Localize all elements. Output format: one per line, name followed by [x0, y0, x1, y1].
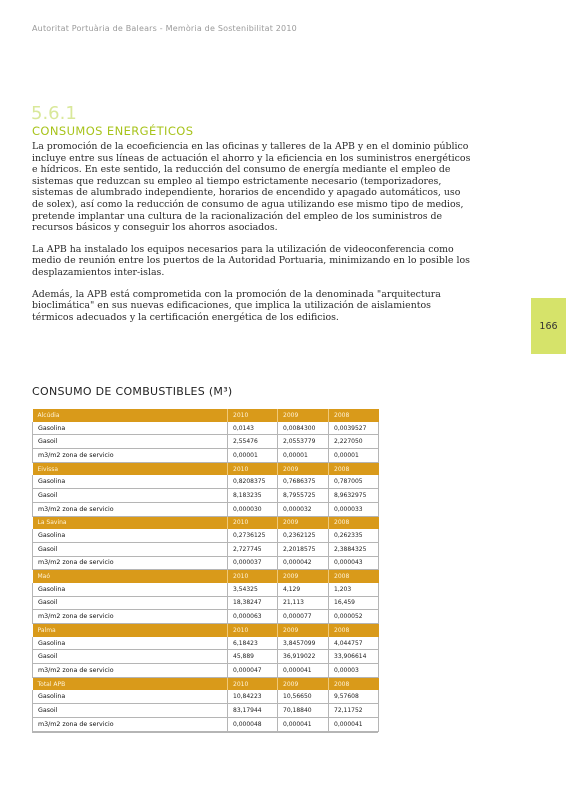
table-cell: 8,183235 [228, 489, 278, 503]
table-cell: 70,18840 [278, 704, 329, 718]
year-header: 2010 [228, 570, 278, 583]
table-cell: 0,000041 [278, 717, 329, 731]
row-label: Gasolina [33, 637, 228, 650]
table-cell: 2,727745 [228, 542, 278, 556]
table-row [33, 717, 379, 731]
table-row [33, 449, 379, 463]
page-number: 166 [539, 320, 558, 332]
table-group-header [33, 570, 379, 583]
table-cell: 0,00001 [329, 449, 379, 463]
table-group-header [33, 624, 379, 637]
row-label: m3/m2 zona de servicio [33, 610, 228, 624]
table-cell: 0,000048 [228, 717, 278, 731]
row-label: m3/m2 zona de servicio [33, 449, 228, 463]
year-header: 2009 [278, 516, 329, 529]
table-cell: 0,000052 [329, 610, 379, 624]
table-group-header [33, 462, 379, 475]
table-row [33, 422, 379, 435]
table-cell: 2,2018575 [278, 542, 329, 556]
section-title: CONSUMOS ENERGÉTICOS [32, 124, 194, 138]
group-name: Eivissa [33, 462, 228, 475]
row-label: m3/m2 zona de servicio [33, 502, 228, 516]
table-cell: 45,889 [228, 650, 278, 664]
year-header: 2008 [329, 409, 379, 422]
table-group-header [33, 516, 379, 529]
row-label: Gasolina [33, 422, 228, 435]
table-cell: 0,8208375 [228, 475, 278, 488]
group-name: Maó [33, 570, 228, 583]
table-cell: 0,00001 [278, 449, 329, 463]
table-row [33, 610, 379, 624]
table-cell: 0,787005 [329, 475, 379, 488]
row-label: m3/m2 zona de servicio [33, 664, 228, 678]
year-header: 2008 [329, 462, 379, 475]
year-header: 2010 [228, 677, 278, 690]
table-row [33, 556, 379, 570]
table-row [33, 529, 379, 542]
row-label: Gasoil [33, 596, 228, 610]
year-header: 2008 [329, 677, 379, 690]
running-header: Autoritat Portuària de Balears - Memòria de Sostenibilitat 2010 [32, 24, 297, 33]
group-name: La Savina [33, 516, 228, 529]
table-cell: 33,906614 [329, 650, 379, 664]
table-cell: 8,9632975 [329, 489, 379, 503]
table-cell: 72,11752 [329, 704, 379, 718]
year-header: 2009 [278, 570, 329, 583]
year-header: 2008 [329, 570, 379, 583]
table-cell: 4,129 [278, 583, 329, 596]
table-cell: 1,203 [329, 583, 379, 596]
table-group-header [33, 409, 379, 422]
table-cell: 2,227050 [329, 435, 379, 449]
paragraph-1: La promoción de la ecoeficiencia en las oficinas y talleres de la APB y en el dominio público incluye entre sus líneas de actuación el ahorro y la eficiencia en los suministros energéticos e hídricos. En este sentido, la reducción del consumo de energía mediante el empleo de sistemas que reduzcan su empleo al tiempo estrictamente necesario (temporizadores, sistemas de alumbrado independiente, horarios de encendido y apagado automáticos, uso de solex), así como la reducción de consumo de agua utilizando ese mismo tipo de medios, pretende implantar una cultura de la racionalización del empleo de los suministros de recursos básicos y conseguir los ahorros asociados. [32, 141, 471, 234]
year-header: 2010 [228, 409, 278, 422]
table-cell: 0,000033 [329, 502, 379, 516]
table-row [33, 664, 379, 678]
table-cell: 3,54325 [228, 583, 278, 596]
row-label: m3/m2 zona de servicio [33, 717, 228, 731]
table-cell: 0,00001 [228, 449, 278, 463]
row-label: Gasolina [33, 475, 228, 488]
paragraph-3: Además, la APB está comprometida con la promoción de la denominada "arquitectura bioclimática" en sus nuevas edificaciones, que implica la utilización de aislamientos térmicos adecuados y la certificación energética de los edificios. [32, 288, 441, 323]
table-cell: 0,2362125 [278, 529, 329, 542]
row-label: Gasoil [33, 650, 228, 664]
table-row [33, 690, 379, 703]
group-name: Palma [33, 624, 228, 637]
table-cell: 16,459 [329, 596, 379, 610]
row-label: m3/m2 zona de servicio [33, 556, 228, 570]
row-label: Gasoil [33, 704, 228, 718]
table-cell: 36,919022 [278, 650, 329, 664]
table-cell: 0,000030 [228, 502, 278, 516]
page-number-tab [531, 298, 566, 354]
year-header: 2008 [329, 624, 379, 637]
table-row [33, 502, 379, 516]
paragraph-2: La APB ha instalado los equipos necesarios para la utilización de videoconferencia como medio de reunión entre los puertos de la Autoridad Portuaria, minimizando en lo posible los desplazamientos inter-islas. [32, 243, 470, 278]
table-row [33, 489, 379, 503]
table-cell: 0,0084300 [278, 422, 329, 435]
year-header: 2009 [278, 409, 329, 422]
row-label: Gasolina [33, 529, 228, 542]
table-cell: 0,0143 [228, 422, 278, 435]
table-cell: 4,044757 [329, 637, 379, 650]
table-cell: 83,17944 [228, 704, 278, 718]
fuel-consumption-table [32, 409, 378, 733]
table-row [33, 542, 379, 556]
row-label: Gasoil [33, 542, 228, 556]
table-row [33, 650, 379, 664]
year-header: 2008 [329, 516, 379, 529]
table-row [33, 637, 379, 650]
body-text [32, 141, 472, 333]
table-cell: 21,113 [278, 596, 329, 610]
group-name: Total APB [33, 677, 228, 690]
table-bottom-rule [32, 732, 378, 733]
table-cell: 0,00003 [329, 664, 379, 678]
year-header: 2009 [278, 462, 329, 475]
table-cell: 18,38247 [228, 596, 278, 610]
table-cell: 0,262335 [329, 529, 379, 542]
table-cell: 0,000077 [278, 610, 329, 624]
fuel-table [32, 409, 379, 732]
year-header: 2009 [278, 624, 329, 637]
table-row [33, 435, 379, 449]
table-cell: 0,000042 [278, 556, 329, 570]
row-label: Gasolina [33, 690, 228, 703]
table-cell: 2,0553779 [278, 435, 329, 449]
row-label: Gasolina [33, 583, 228, 596]
table-cell: 2,55476 [228, 435, 278, 449]
table-cell: 8,7955725 [278, 489, 329, 503]
table-cell: 0,000043 [329, 556, 379, 570]
table-body [33, 409, 379, 731]
table-row [33, 596, 379, 610]
table-cell: 0,0039527 [329, 422, 379, 435]
table-row [33, 583, 379, 596]
table-row [33, 475, 379, 488]
table-row [33, 704, 379, 718]
table-cell: 10,84223 [228, 690, 278, 703]
row-label: Gasoil [33, 435, 228, 449]
table-cell: 10,56650 [278, 690, 329, 703]
table-cell: 9,57608 [329, 690, 379, 703]
year-header: 2009 [278, 677, 329, 690]
table-cell: 0,000047 [228, 664, 278, 678]
section-number: 5.6.1 [31, 103, 77, 124]
year-header: 2010 [228, 462, 278, 475]
table-cell: 0,000041 [329, 717, 379, 731]
year-header: 2010 [228, 624, 278, 637]
table-cell: 0,7686375 [278, 475, 329, 488]
table-cell: 0,000037 [228, 556, 278, 570]
table-cell: 3,8457099 [278, 637, 329, 650]
table-cell: 0,000041 [278, 664, 329, 678]
table-cell: 0,000032 [278, 502, 329, 516]
table-group-header [33, 677, 379, 690]
group-name: Alcúdia [33, 409, 228, 422]
table-cell: 0,2736125 [228, 529, 278, 542]
table-cell: 6,18423 [228, 637, 278, 650]
year-header: 2010 [228, 516, 278, 529]
table-cell: 2,3884325 [329, 542, 379, 556]
table-title: CONSUMO DE COMBUSTIBLES (M³) [32, 385, 233, 398]
table-cell: 0,000063 [228, 610, 278, 624]
row-label: Gasoil [33, 489, 228, 503]
